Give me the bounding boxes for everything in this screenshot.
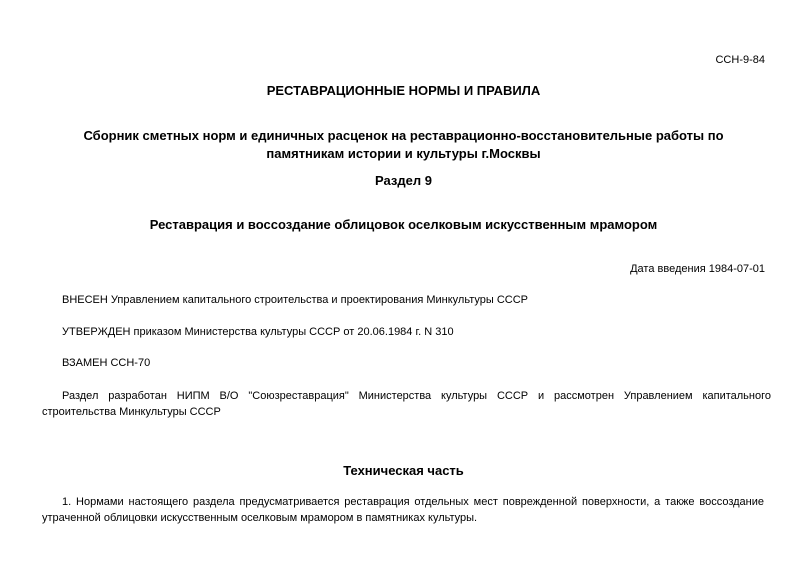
technical-item-1 xyxy=(42,494,764,526)
collection-title-line-2: памятникам истории и культуры г.Москвы xyxy=(266,146,541,161)
section-title: Реставрация и воссоздание облицовок оселковым искусственным мрамором xyxy=(149,217,658,232)
technical-item-1-line-1: 1. Нормами настоящего раздела предусматривается реставрация отдельных мест поврежденной поверхности, а также воссоздание xyxy=(62,496,764,508)
developed-by-line-2: строительства Минкультуры СССР xyxy=(42,406,221,418)
main-title: РЕСТАВРАЦИОННЫЕ НОРМЫ И ПРАВИЛА xyxy=(266,83,541,98)
section-number: Раздел 9 xyxy=(375,173,432,188)
replaces: ВЗАМЕН ССН-70 xyxy=(62,357,151,369)
collection-title-line-1: Сборник сметных норм и единичных расценок на реставрационно-восстановительные работы по xyxy=(83,128,724,143)
introduction-date: Дата введения 1984-07-01 xyxy=(630,263,765,275)
introduced-by: ВНЕСЕН Управлением капитального строительства и проектирования Минкультуры СССР xyxy=(62,294,529,306)
developed-by-line-1: Раздел разработан НИПМ В/О "Союзреставрация" Министерства культуры СССР и рассмотрен Управлением капитального xyxy=(62,390,771,402)
collection-title xyxy=(60,127,747,163)
approved-by: УТВЕРЖДЕН приказом Министерства культуры СССР от 20.06.1984 г. N 310 xyxy=(62,326,454,338)
developed-by-paragraph xyxy=(42,388,771,420)
technical-part-heading: Техническая часть xyxy=(343,463,464,478)
technical-item-1-line-2: утраченной облицовки искусственным оселковым мрамором в памятниках культуры. xyxy=(42,512,478,524)
document-code: ССН-9-84 xyxy=(715,54,765,66)
